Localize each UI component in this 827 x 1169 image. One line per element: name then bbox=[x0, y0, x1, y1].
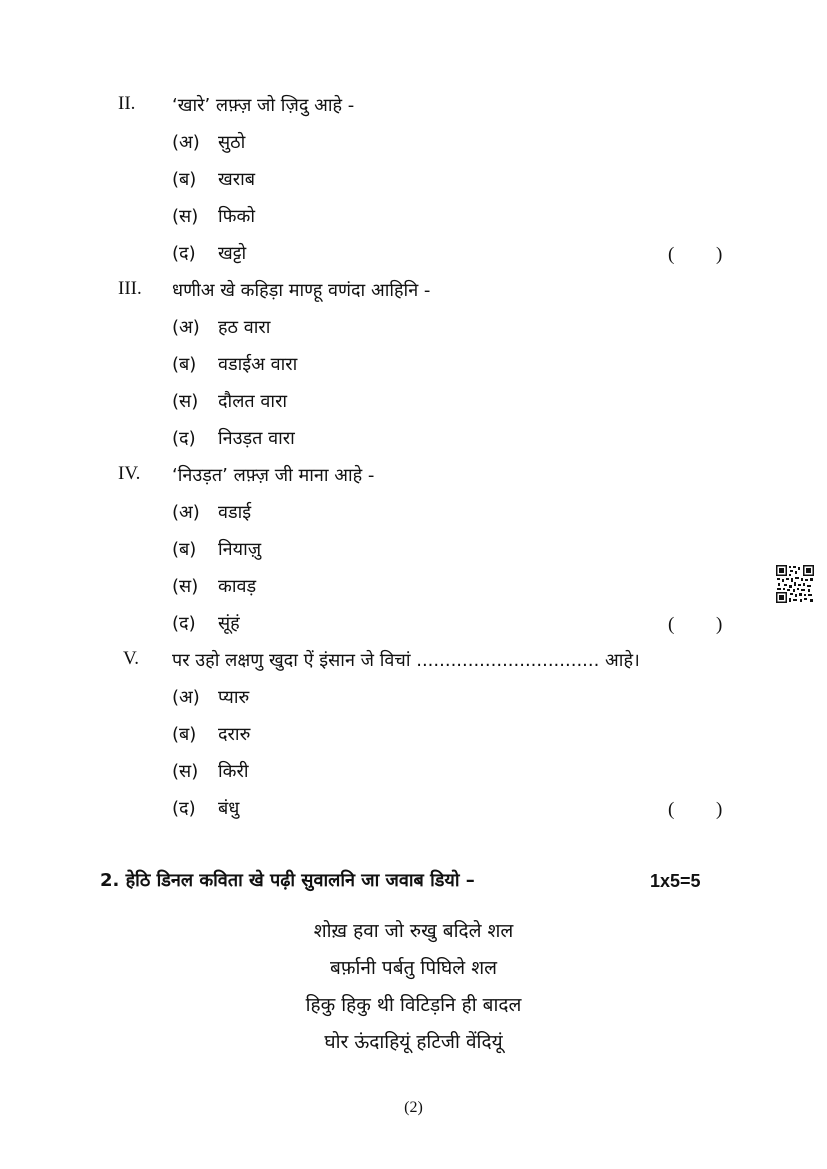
option-text: प्यारु bbox=[218, 687, 250, 708]
page-number: (2) bbox=[404, 1099, 423, 1116]
option-text: हठ वारा bbox=[218, 317, 271, 338]
option bbox=[172, 316, 270, 340]
question-number: IV. bbox=[118, 463, 141, 484]
option-text: खराब bbox=[218, 169, 256, 190]
option-text: नियाज़ु bbox=[218, 539, 262, 560]
answer-box-open: ( bbox=[668, 244, 675, 265]
option bbox=[172, 353, 297, 377]
option bbox=[172, 612, 240, 636]
option bbox=[172, 797, 239, 821]
answer-box-close: ) bbox=[716, 799, 723, 820]
poem-line: हिकु हिकु थी विटिड़नि ही बादल bbox=[305, 994, 522, 1016]
option bbox=[172, 575, 256, 599]
option-label: (अ) bbox=[172, 502, 200, 523]
option-label: (स) bbox=[172, 206, 199, 227]
option-label: (द) bbox=[172, 428, 196, 449]
option-text: खट्टो bbox=[218, 243, 247, 264]
option bbox=[172, 242, 246, 266]
option-label: (द) bbox=[172, 613, 196, 634]
poem-line: घोर ऊंदाहियूं हटिजी वेंदियूं bbox=[324, 1031, 503, 1053]
option bbox=[172, 686, 249, 710]
option-label: (अ) bbox=[172, 687, 200, 708]
option-text: कावड़ bbox=[218, 576, 257, 597]
poem-line: बर्फ़ानी पर्बतु पिघिले शल bbox=[329, 957, 498, 979]
option-label: (ब) bbox=[172, 169, 197, 190]
option-label: (अ) bbox=[172, 317, 200, 338]
option bbox=[172, 390, 287, 414]
section-marks: 1x5=5 bbox=[650, 871, 701, 891]
option-text: बंधु bbox=[218, 798, 240, 819]
answer-box-open: ( bbox=[668, 614, 675, 635]
option bbox=[172, 427, 295, 451]
option bbox=[172, 205, 255, 229]
option-label: (द) bbox=[172, 798, 196, 819]
question-text: ‘खारे’ लफ़्ज़ जो ज़िदु आहे - bbox=[172, 95, 355, 116]
question-number: V. bbox=[123, 648, 140, 669]
question-text: पर उहो लक्षणु खुदा ऐं इंसान जे विचां ................................ आहे। bbox=[172, 650, 640, 671]
option-text: दरारु bbox=[218, 724, 251, 745]
option-label: (स) bbox=[172, 576, 199, 597]
option-text: वडाई bbox=[218, 502, 252, 523]
option-label: (अ) bbox=[172, 132, 200, 153]
question-text: ‘निउड़त’ लफ़्ज़ जी माना आहे - bbox=[172, 465, 375, 486]
question-number: II. bbox=[118, 93, 136, 114]
answer-box-close: ) bbox=[716, 244, 723, 265]
option bbox=[172, 501, 251, 525]
poem-line: शोख़ हवा जो रुखु बदिले शल bbox=[313, 920, 514, 942]
option-text: सुठो bbox=[218, 132, 246, 153]
option bbox=[172, 538, 261, 562]
answer-box-open: ( bbox=[668, 799, 675, 820]
option bbox=[172, 760, 249, 784]
option bbox=[172, 723, 250, 747]
option-text: निउड़त वारा bbox=[218, 428, 295, 449]
option bbox=[172, 131, 245, 155]
option-label: (ब) bbox=[172, 724, 197, 745]
question-number: III. bbox=[118, 278, 142, 299]
option-text: वडाईअ वारा bbox=[218, 354, 298, 375]
section-heading: 2. हेठि डिनल कविता खे पढ़ी सुवालनि जा जवाब डियो – bbox=[100, 870, 475, 891]
option-label: (ब) bbox=[172, 354, 197, 375]
option-text: फिको bbox=[218, 206, 256, 227]
option-label: (द) bbox=[172, 243, 196, 264]
option-text: दौलत वारा bbox=[218, 391, 288, 412]
option-label: (ब) bbox=[172, 539, 197, 560]
answer-box-close: ) bbox=[716, 614, 723, 635]
option-label: (स) bbox=[172, 391, 199, 412]
option-text: सूंहं bbox=[218, 613, 240, 634]
option-text: किरी bbox=[218, 761, 249, 782]
question-text: धणीअ खे कहिड़ा माण्हू वणंदा आहिनि - bbox=[172, 280, 431, 301]
option bbox=[172, 168, 255, 192]
qr-code-icon bbox=[775, 564, 815, 604]
option-label: (स) bbox=[172, 761, 199, 782]
